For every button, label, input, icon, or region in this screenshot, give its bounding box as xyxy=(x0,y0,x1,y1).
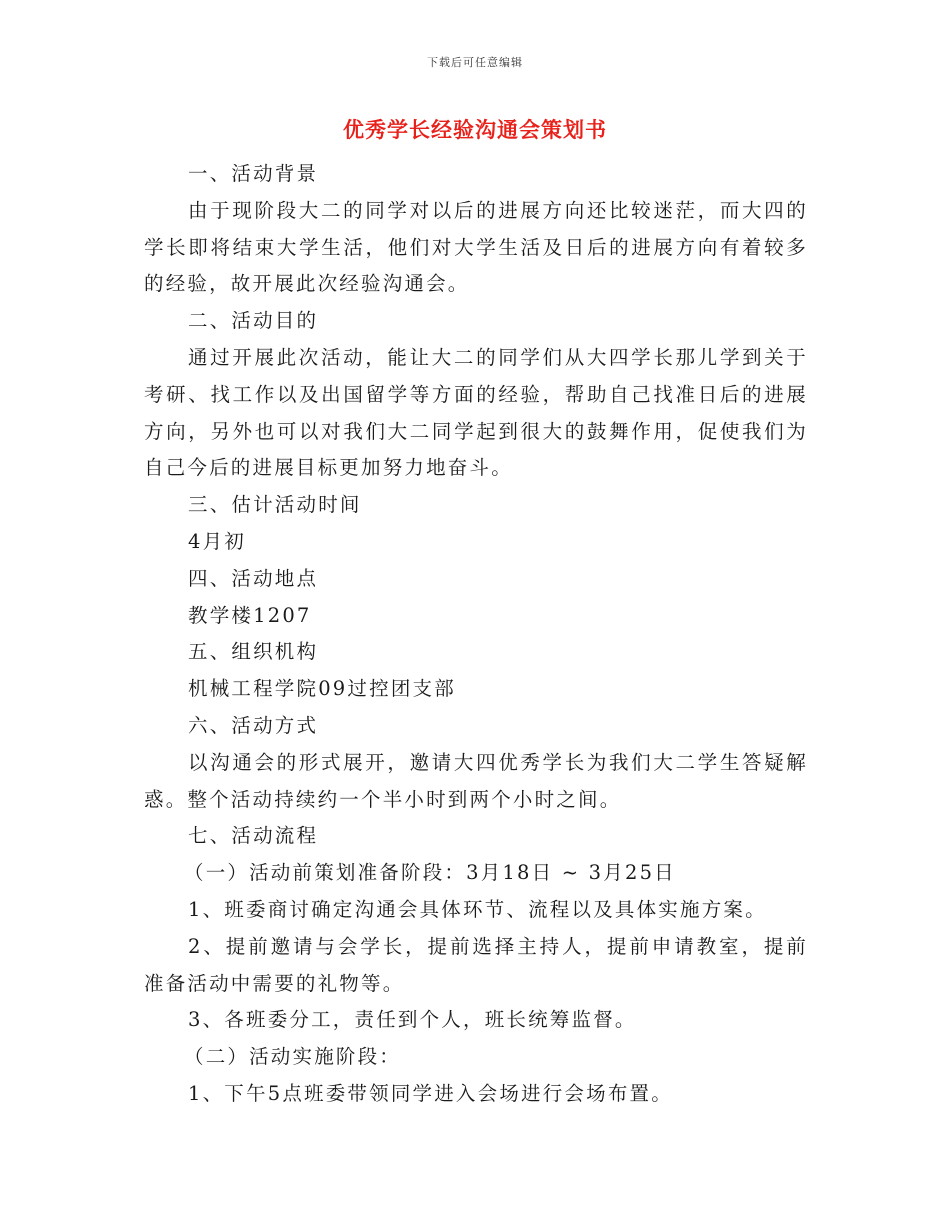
paragraph: （一）活动前策划准备阶段：3月18日 ~ 3月25日 xyxy=(184,861,676,885)
paragraph: 通过开展此次活动，能让大二的同学们从大四学长那儿学到关于考研、找工作以及出国留学等方面的经验，帮助自己找准日后的进展方向，另外也可以对我们大二同学起到很大的鼓舞作用，促使我们为自己今后的进展目标更加努力地奋斗。 xyxy=(144,345,808,480)
paragraph: 二、活动目的 xyxy=(188,309,319,333)
paragraph: 3、各班委分工，责任到个人，班长统筹监督。 xyxy=(188,1008,637,1032)
paragraph: （二）活动实施阶段： xyxy=(184,1045,402,1069)
paragraph: 一、活动背景 xyxy=(188,162,319,185)
paragraph: 五、组织机构 xyxy=(188,640,319,664)
paragraph: 4月初 xyxy=(188,529,247,553)
paragraph: 六、活动方式 xyxy=(188,713,319,737)
paragraph: 三、估计活动时间 xyxy=(188,493,362,517)
paragraph: 教学楼1207 xyxy=(188,603,312,627)
paragraph: 以沟通会的形式展开，邀请大四优秀学长为我们大二学生答疑解惑。整个活动持续约一个半小时到两个小时之间。 xyxy=(144,750,808,811)
paragraph: 由于现阶段大二的同学对以后的进展方向还比较迷茫，而大四的学长即将结束大学生活，他们对大学生活及日后的进展方向有着较多的经验，故开展此次经验沟通会。 xyxy=(144,198,808,296)
page-header: 下载后可任意编辑 xyxy=(427,56,523,69)
document-body xyxy=(144,156,808,1113)
paragraph: 机械工程学院09过控团支部 xyxy=(188,677,456,701)
paragraph: 1、班委商讨确定沟通会具体环节、流程以及具体实施方案。 xyxy=(188,897,767,921)
document-title: 优秀学长经验沟通会策划书 xyxy=(343,117,607,142)
paragraph: 四、活动地点 xyxy=(188,566,319,590)
paragraph: 1、下午5点班委带领同学进入会场进行会场布置。 xyxy=(188,1081,673,1105)
paragraph: 七、活动流程 xyxy=(188,824,319,848)
paragraph: 2、提前邀请与会学长，提前选择主持人，提前申请教室，提前准备活动中需要的礼物等。 xyxy=(144,934,808,995)
